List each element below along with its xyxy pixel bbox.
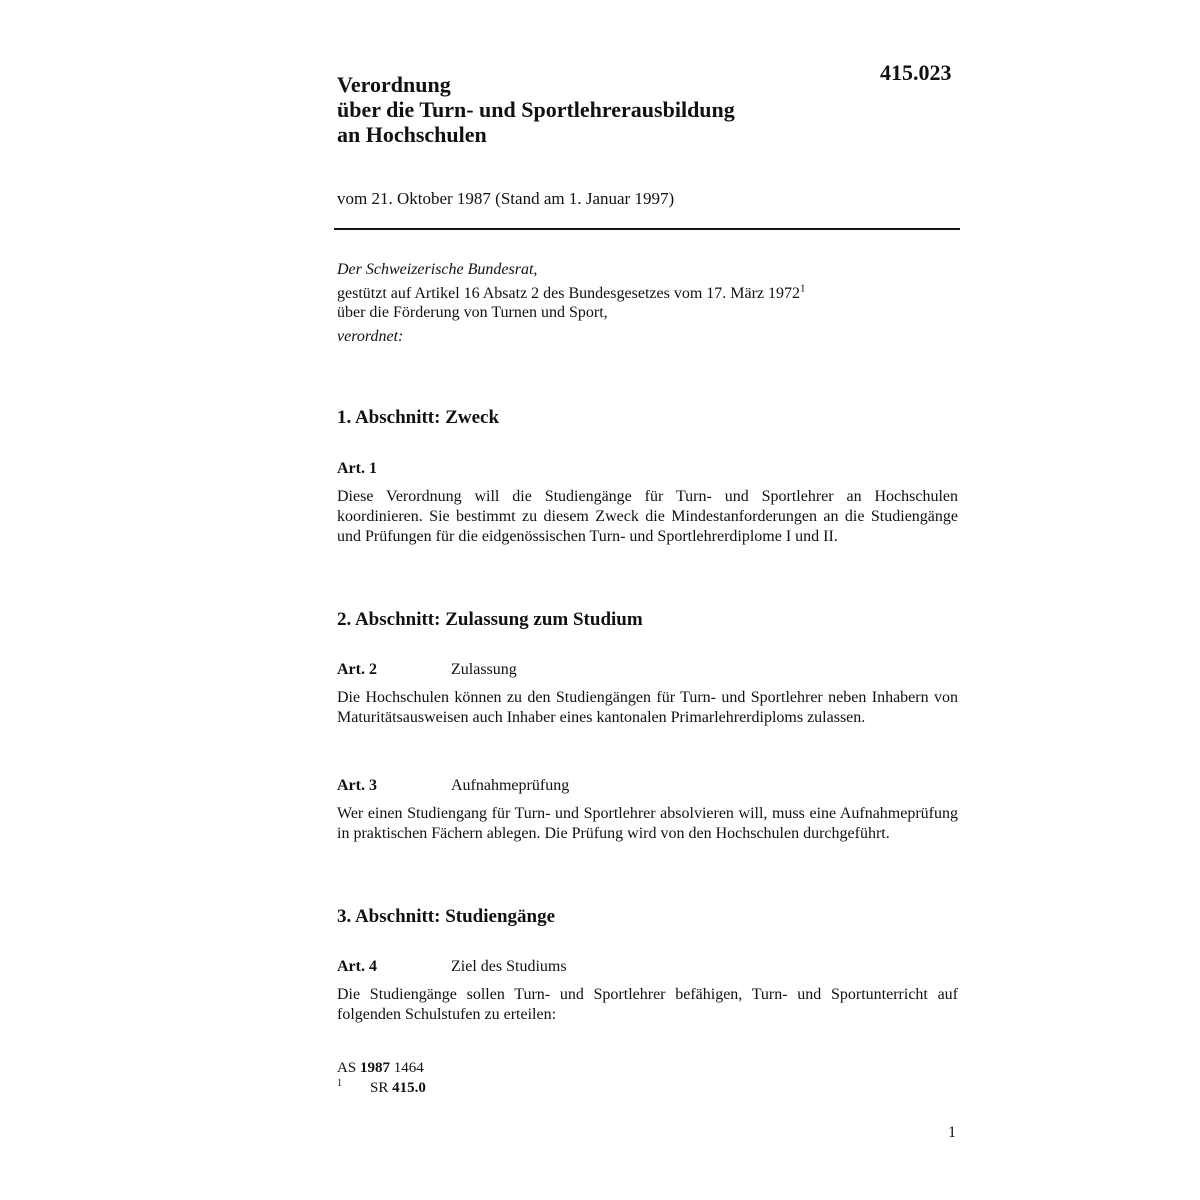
section-heading-3: 3. Abschnitt: Studiengänge xyxy=(337,906,556,927)
as-year: 1987 xyxy=(359,1060,390,1076)
as-page: 1464 xyxy=(393,1060,424,1076)
article-number: Art. 3 xyxy=(337,777,377,794)
title-line-1: Verordnung xyxy=(337,72,451,97)
article-title: Aufnahmeprüfung xyxy=(451,777,570,794)
article-1-header xyxy=(337,459,451,478)
preamble-basis-line1: gestützt auf Artikel 16 Absatz 2 des Bundesgesetzes vom 17. März 1972 xyxy=(337,285,801,302)
article-2-text: Die Hochschulen können zu den Studiengängen für Turn- und Sportlehrer neben Inhabern von Maturitätsausweisen auch Inhaber eines kantonalen Primarlehrerdiploms zulassen. xyxy=(337,689,958,726)
preamble-verb: verordnet: xyxy=(337,328,404,345)
document-title xyxy=(337,72,735,147)
article-2-header xyxy=(337,660,517,679)
page-number: 1 xyxy=(948,1124,956,1141)
article-1-text: Diese Verordnung will die Studiengänge für Turn- und Sportlehrer an Hochschulen koordinieren. Sie bestimmt zu diesem Zweck die Mindestanforderungen an die Studiengänge und Prüfungen für die eidgenössischen Turn- und Sportlehrerdiplome I und II. xyxy=(337,488,958,545)
footnotes xyxy=(337,1058,426,1098)
article-title: Zulassung xyxy=(451,661,517,678)
article-3-text: Wer einen Studiengang für Turn- und Sportlehrer absolvieren will, muss eine Aufnahmeprüfung in praktischen Fächern ablegen. Die Prüfung wird von den Hochschulen durchgeführt. xyxy=(337,805,958,842)
article-number: Art. 2 xyxy=(337,661,377,678)
section-heading-1: 1. Abschnitt: Zweck xyxy=(337,407,500,428)
header-divider xyxy=(334,228,960,230)
title-line-2: über die Turn- und Sportlehrerausbildung xyxy=(337,97,735,122)
sr-number: 415.023 xyxy=(880,60,952,85)
article-title: Ziel des Studiums xyxy=(451,958,567,975)
preamble-basis xyxy=(337,284,957,322)
preamble-issuer: Der Schweizerische Bundesrat, xyxy=(337,261,538,278)
article-4-header xyxy=(337,957,567,976)
document-date: vom 21. Oktober 1987 (Stand am 1. Januar 1997) xyxy=(337,189,675,208)
article-4-text: Die Studiengänge sollen Turn- und Sportlehrer befähigen, Turn- und Sportunterricht auf folgenden Schulstufen zu erteilen: xyxy=(337,986,958,1023)
footnote-as xyxy=(337,1058,426,1078)
preamble-basis-line2: über die Förderung von Turnen und Sport, xyxy=(337,304,608,321)
footnote-sr-prefix: SR xyxy=(370,1080,389,1096)
as-prefix: AS xyxy=(337,1060,357,1076)
article-number: Art. 1 xyxy=(337,460,377,477)
footnote-sr-number: 415.0 xyxy=(392,1080,426,1096)
article-3-header xyxy=(337,776,569,795)
footnote-1: 1 SR 415.0 xyxy=(337,1078,426,1096)
section-heading-2: 2. Abschnitt: Zulassung zum Studium xyxy=(337,609,643,630)
title-line-3: an Hochschulen xyxy=(337,122,487,147)
footnote-ref-1[interactable]: 1 xyxy=(800,282,806,295)
article-number: Art. 4 xyxy=(337,958,377,975)
preamble xyxy=(337,260,957,351)
